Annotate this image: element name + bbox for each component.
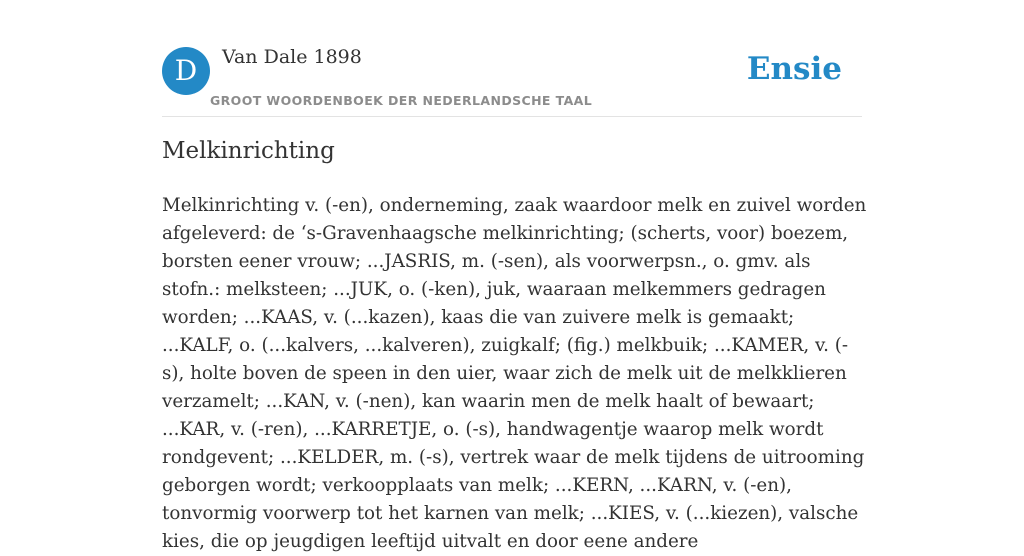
source-avatar[interactable]: D (162, 47, 210, 95)
source-title[interactable]: Van Dale 1898 (222, 46, 362, 68)
source-header (162, 46, 862, 117)
entry-definition: Melkinrichting v. (-en), onderneming, zaak waardoor melk en zuivel worden afgeleverd: de ‘s-Gravenhaagsche melkinrichting; (scherts, voor) boezem, borsten eener vrouw; ...JASRIS, m. (-sen), als voorwerpsn., o. gmv. als stofn.: melksteen; ...JUK, o. (-ken), juk, waaraan melkemmers gedragen worden; ...KAAS, v. (...kazen), kaas die van zuivere melk is gemaakt; ...KALF, o. (...kalvers, ...kalveren), zuigkalf; (fig.) melkbuik; ...KAMER, v. (-s), holte boven de speen in den uier, waar zich de melk uit de melkklieren verzamelt; ...KAN, v. (-nen), kan waarin men de melk haalt of bewaart; ...KAR, v. (-ren), ...KARRETJE, o. (-s), handwagentje waarop melk wordt rondgevent; ...KELDER, m. (-s), vertrek waar de melk tijdens de uitrooming geborgen wordt; verkoopplaats van melk; ...KERN, ...KARN, v. (-en), tonvormig voorwerp tot het karnen van melk; ...KIES, v. (...kiezen), valsche kies, die op jeugdigen leeftijd uitvalt en door eene andere (162, 195, 867, 552)
source-subtitle: GROOT WOORDENBOEK DER NEDERLANDSCHE TAAL (210, 93, 593, 108)
entry-title: Melkinrichting (162, 138, 335, 164)
brand-logo[interactable]: Ensie (746, 51, 842, 87)
